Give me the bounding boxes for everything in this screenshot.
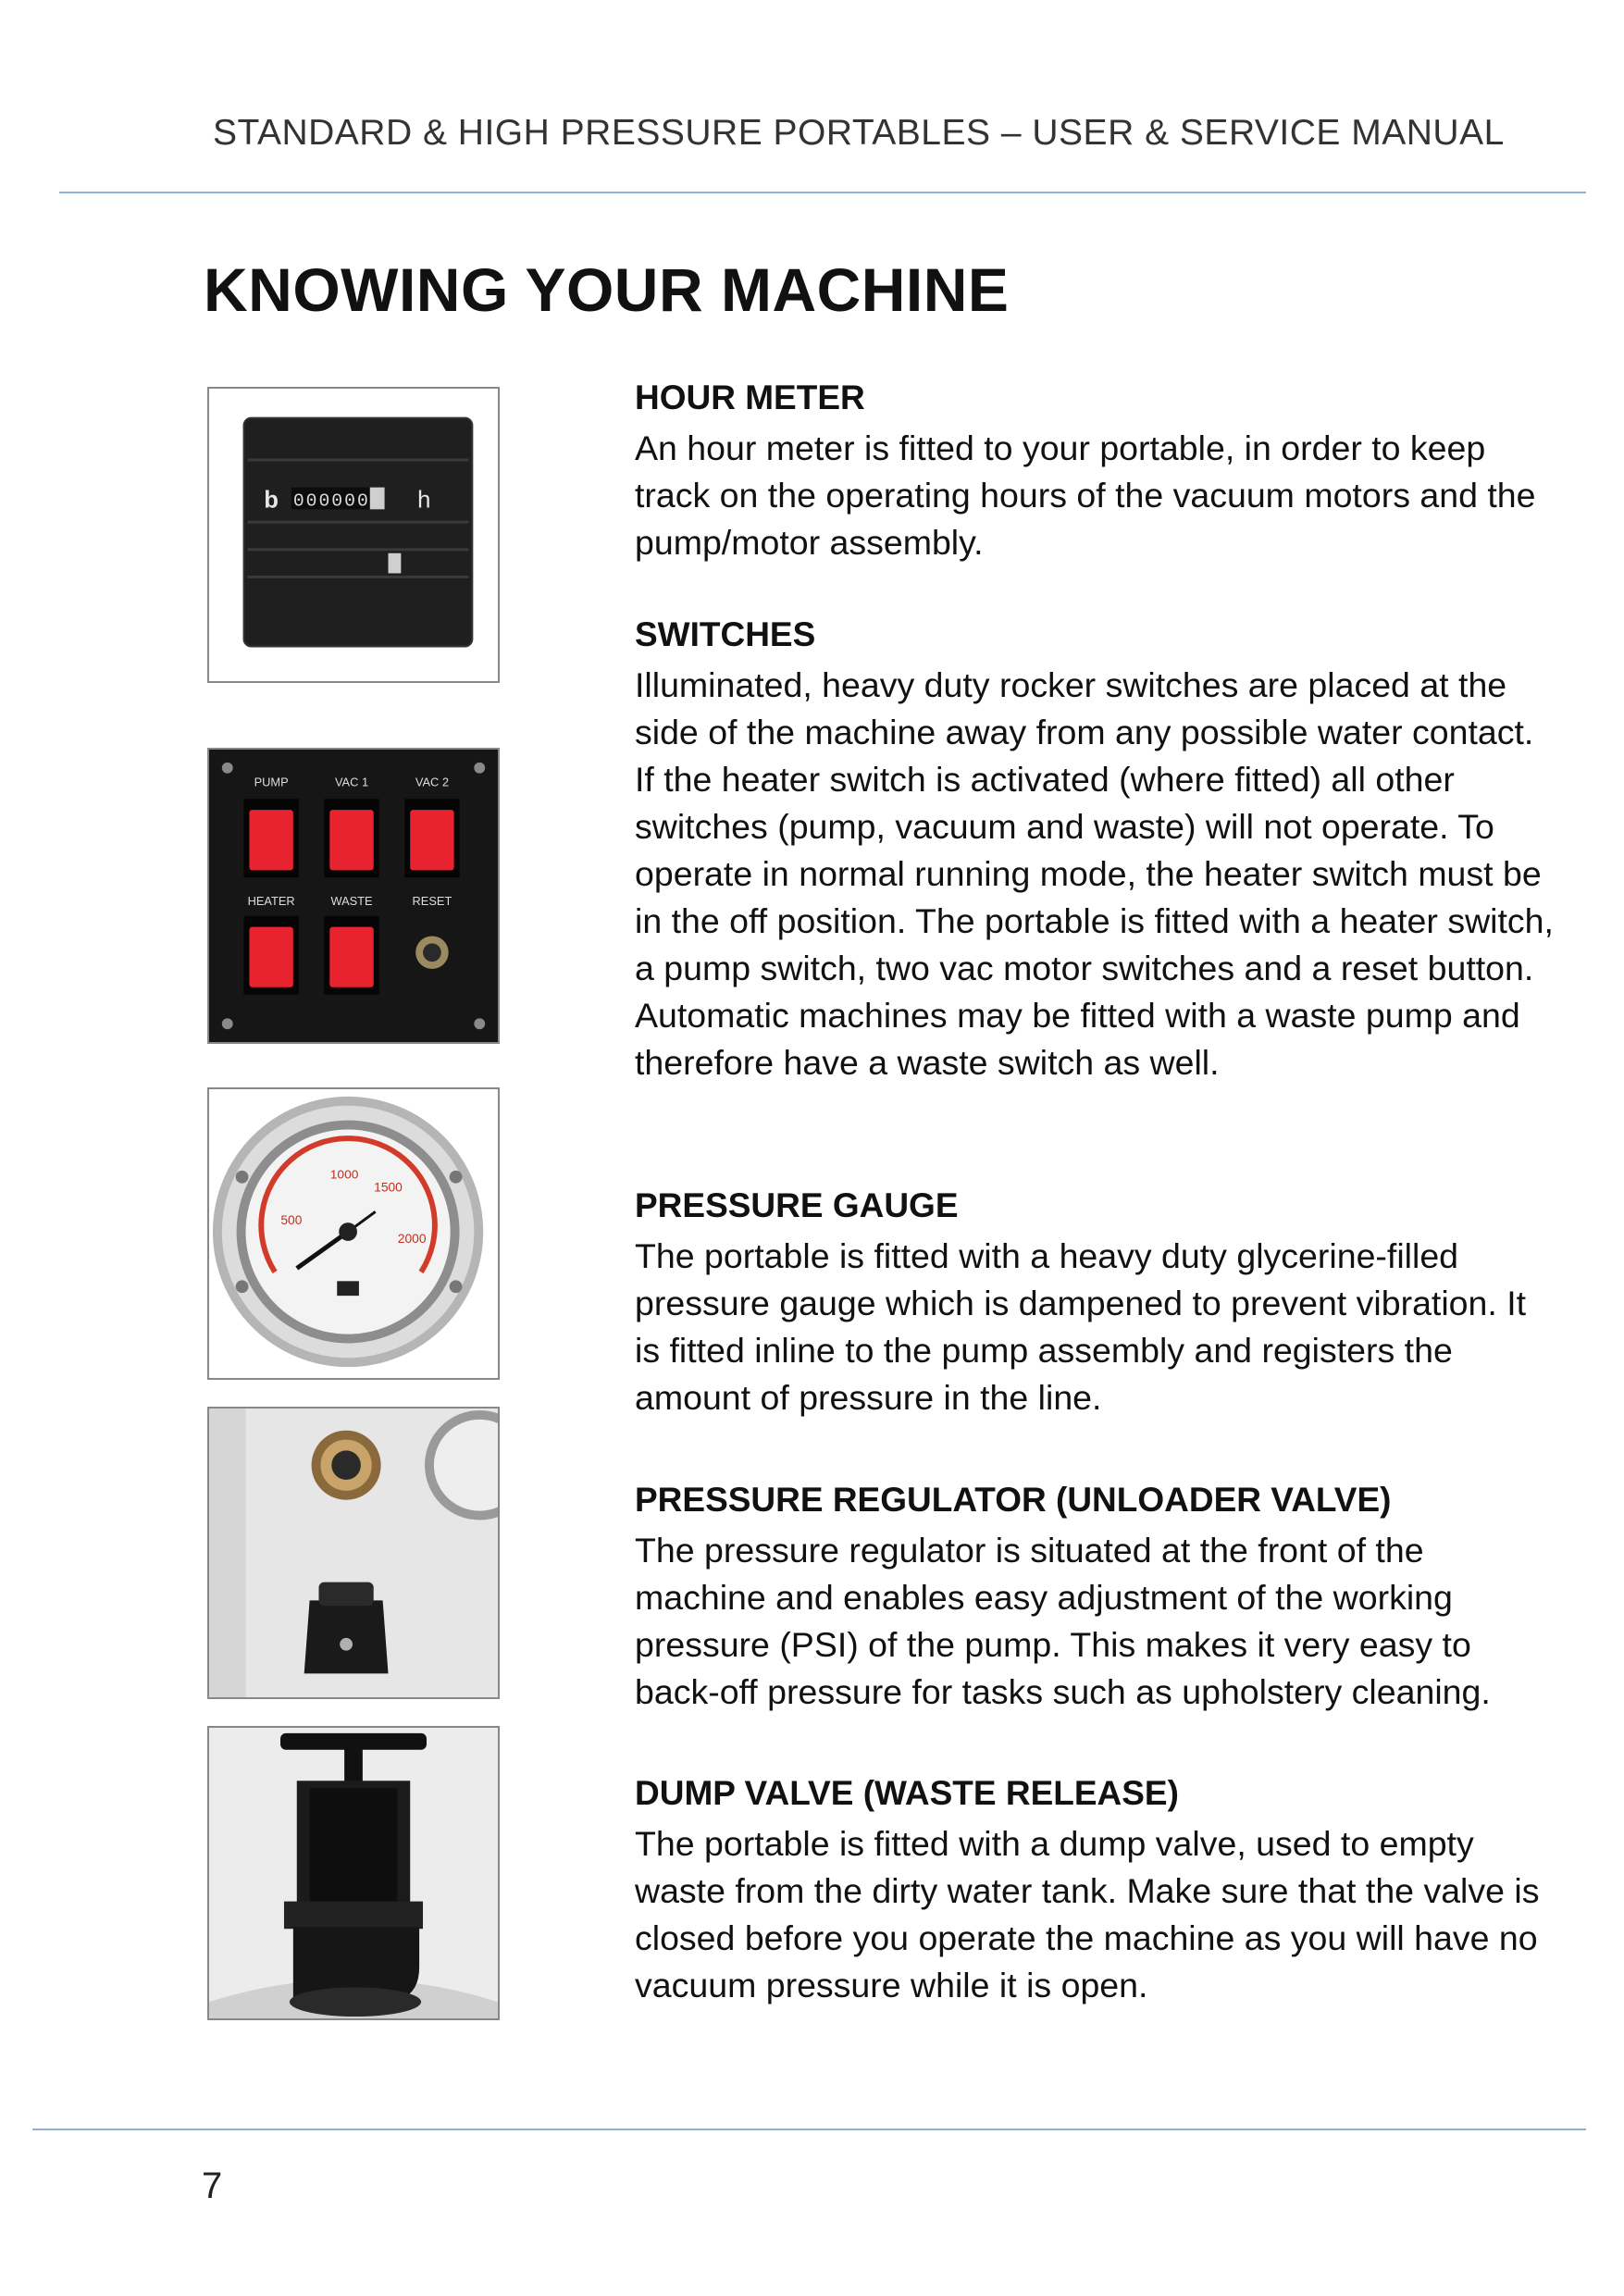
footer-divider [32,2128,1586,2130]
section-heading: SWITCHES [635,615,816,653]
section-body: The portable is fitted with a heavy duty glycerine-filled pressure gauge which is dampened to prevent vibration. It is fitted inline to the pump assembly and registers the amount of pressure in the line. [635,1236,1527,1417]
switch-label-reset: RESET [412,893,452,908]
section-heading: DUMP VALVE (WASTE RELEASE) [635,1774,1179,1812]
hour-meter-unit: h [417,487,431,514]
page-title: KNOWING YOUR MACHINE [204,255,1010,324]
switch-panel-photo [207,748,500,1044]
pressure-gauge-photo [207,1087,500,1380]
section-heading: HOUR METER [635,379,865,416]
running-header: STANDARD & HIGH PRESSURE PORTABLES – USER & SERVICE MANUAL [213,113,1505,153]
svg-text:0: 0 [305,490,317,512]
svg-text:0: 0 [344,490,355,512]
switch-label-vac2: VAC 2 [415,775,449,789]
svg-text:0: 0 [318,490,330,512]
dump-valve-photo [207,1726,500,2020]
section-body: Illuminated, heavy duty rocker switches are placed at the side of the machine away from any possible water contact. If the heater switch is activated (where fitted) all other switches (pump, vacuum and waste) will not operate. To operate in normal running mode, the heater switch must be in the off position. The portable is fitted with a heater switch, a pump switch, two vac motor switches and a reset button. Automatic machines may be fitted with a waste pump and therefore have a waste switch as well. [635,665,1554,1082]
section-body: The pressure regulator is situated at the front of the machine and enables easy adjustment of the working pressure (PSI) of the pump. This makes it very easy to back-off pressure for tasks such as upholstery cleaning. [635,1531,1491,1711]
section-body: An hour meter is fitted to your portable, in order to keep track on the operating hours of the vacuum motors and the pump/motor assembly. [635,428,1536,562]
header-divider [59,192,1586,193]
switch-label-vac1: VAC 1 [334,775,369,789]
section-body: The portable is fitted with a dump valve, used to empty waste from the dirty water tank. Make sure that the valve is closed before you operate the machine as you will have no vacuum pressure while it is open. [635,1824,1540,2004]
section-dump-valve [635,1770,1560,2009]
svg-text:0: 0 [356,490,368,512]
section-heading: PRESSURE REGULATOR (UNLOADER VALVE) [635,1481,1392,1519]
hour-meter-brand: b [264,487,279,514]
svg-text:0: 0 [292,490,304,512]
pressure-regulator-photo [207,1407,500,1699]
gauge-scale-2000: 2000 [397,1230,427,1246]
switch-label-heater: HEATER [247,893,295,908]
switch-label-pump: PUMP [254,775,289,789]
section-hour-meter [635,375,1560,566]
section-pressure-regulator [635,1477,1560,1716]
gauge-scale-1500: 1500 [374,1179,403,1195]
switch-label-waste: WASTE [330,893,373,908]
section-heading: PRESSURE GAUGE [635,1186,959,1224]
page-number: 7 [202,2166,223,2206]
svg-text:0: 0 [331,490,343,512]
section-switches [635,612,1560,1086]
gauge-scale-1000: 1000 [329,1166,359,1182]
gauge-scale-500: 500 [280,1212,303,1228]
hour-meter-photo [207,387,500,683]
section-pressure-gauge [635,1183,1560,1421]
